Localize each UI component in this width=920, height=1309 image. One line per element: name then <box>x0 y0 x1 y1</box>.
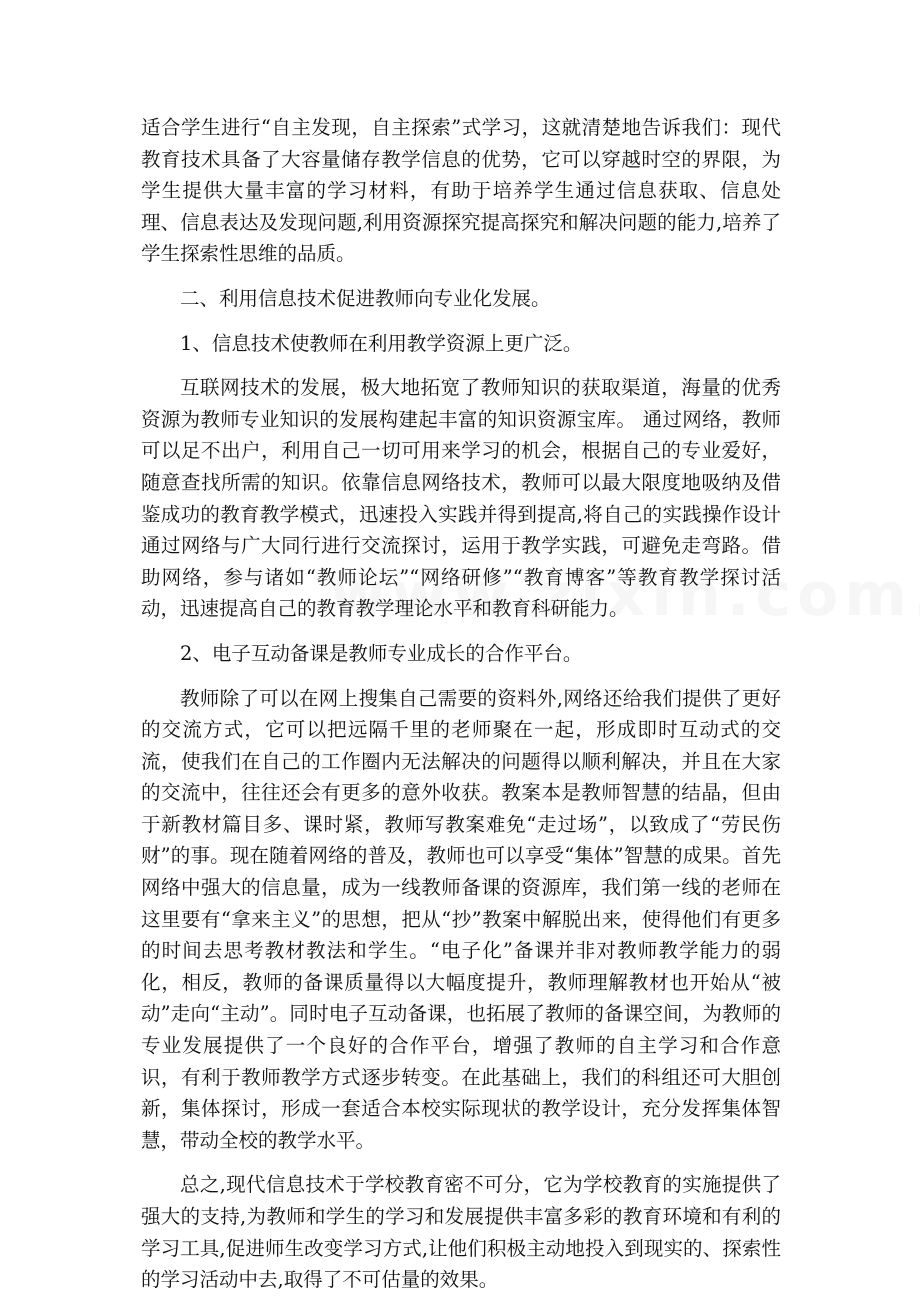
paragraph-electronic-lesson-prep: 教师除了可以在网上搜集自己需要的资料外,网络还给我们提供了更好的交流方式，它可以把远隔千里的老师聚在一起，形成即时互动式的交流，使我们在自己的工作圈内无法解决的问题得以顺利解决，并且在大家的交流中，往往还会有更多的意外收获。教案本是教师智慧的结晶，但由于新教材篇目多、课时紧，教师写教案难免“走过场”，以致成了“劳民伤财”的事。现在随着网络的普及，教师也可以享受“集体”智慧的成果。首先网络中强大的信息量，成为一线教师备课的资源库，我们第一线的老师在这里要有“拿来主义”的思想，把从“抄”教案中解脱出来，使得他们有更多的时间去思考教材教法和学生。“电子化”备课并非对教师教学能力的弱化，相反，教师的备课质量得以大幅度提升，教师理解教材也开始从“被动”走向“主动”。同时电子互动备课，也拓展了教师的备课空间，为教师的专业发展提供了一个良好的合作平台，增强了教师的自主学习和合作意识，有利于教师教学方式逐步转变。在此基础上，我们的科组还可大胆创新，集体探讨，形成一套适合本校实际现状的教学设计，充分发挥集体智慧，带动全校的教学水平。 <box>141 686 781 1152</box>
subsection-heading-1: 1、信息技术使教师在利用教学资源上更广泛。 <box>180 331 583 355</box>
paragraph-conclusion: 总之,现代信息技术于学校教育密不可分，它为学校教育的实施提供了强大的支持,为教师和学生的学习和发展提供丰富多彩的教育环境和有利的学习工具,促进师生改变学习方式,让他们积极主动地投入到现实的、探索性的学习活动中去,取得了不可估量的效果。 <box>141 1173 781 1292</box>
section-heading-2: 二、利用信息技术促进教师向专业化发展。 <box>180 286 551 310</box>
subsection-heading-2: 2、电子互动备课是教师专业成长的合作平台。 <box>180 641 583 665</box>
paragraph-internet-resources: 互联网技术的发展，极大地拓宽了教师知识的获取渠道，海量的优秀资源为教师专业知识的发展构建起丰富的知识资源宝库。 通过网络，教师可以足不出户，利用自己一切可用来学习的机会，根据自己的专业爱好，随意查找所需的知识。依靠信息网络技术，教师可以最大限度地吸纳及借鉴成功的教育教学模式，迅速投入实践并得到提高,将自己的实践操作设计通过网络与广大同行进行交流探讨，运用于教学实践，可避免走弯路。借助网络，参与诸如“教师论坛”“网络研修”“教育博客”等教育教学探讨活动，迅速提高自己的教育教学理论水平和教育科研能力。 <box>141 376 781 621</box>
document-page <box>141 112 781 1309</box>
paragraph-continuation: 适合学生进行“自主发现，自主探索”式学习，这就清楚地告诉我们：现代教育技术具备了大容量储存教学信息的优势，它可以穿越时空的界限，为学生提供大量丰富的学习材料，有助于培养学生通过信息获取、信息处理、信息表达及发现问题,利用资源探究提高探究和解决问题的能力,培养了学生探索性思维的品质。 <box>141 116 781 266</box>
